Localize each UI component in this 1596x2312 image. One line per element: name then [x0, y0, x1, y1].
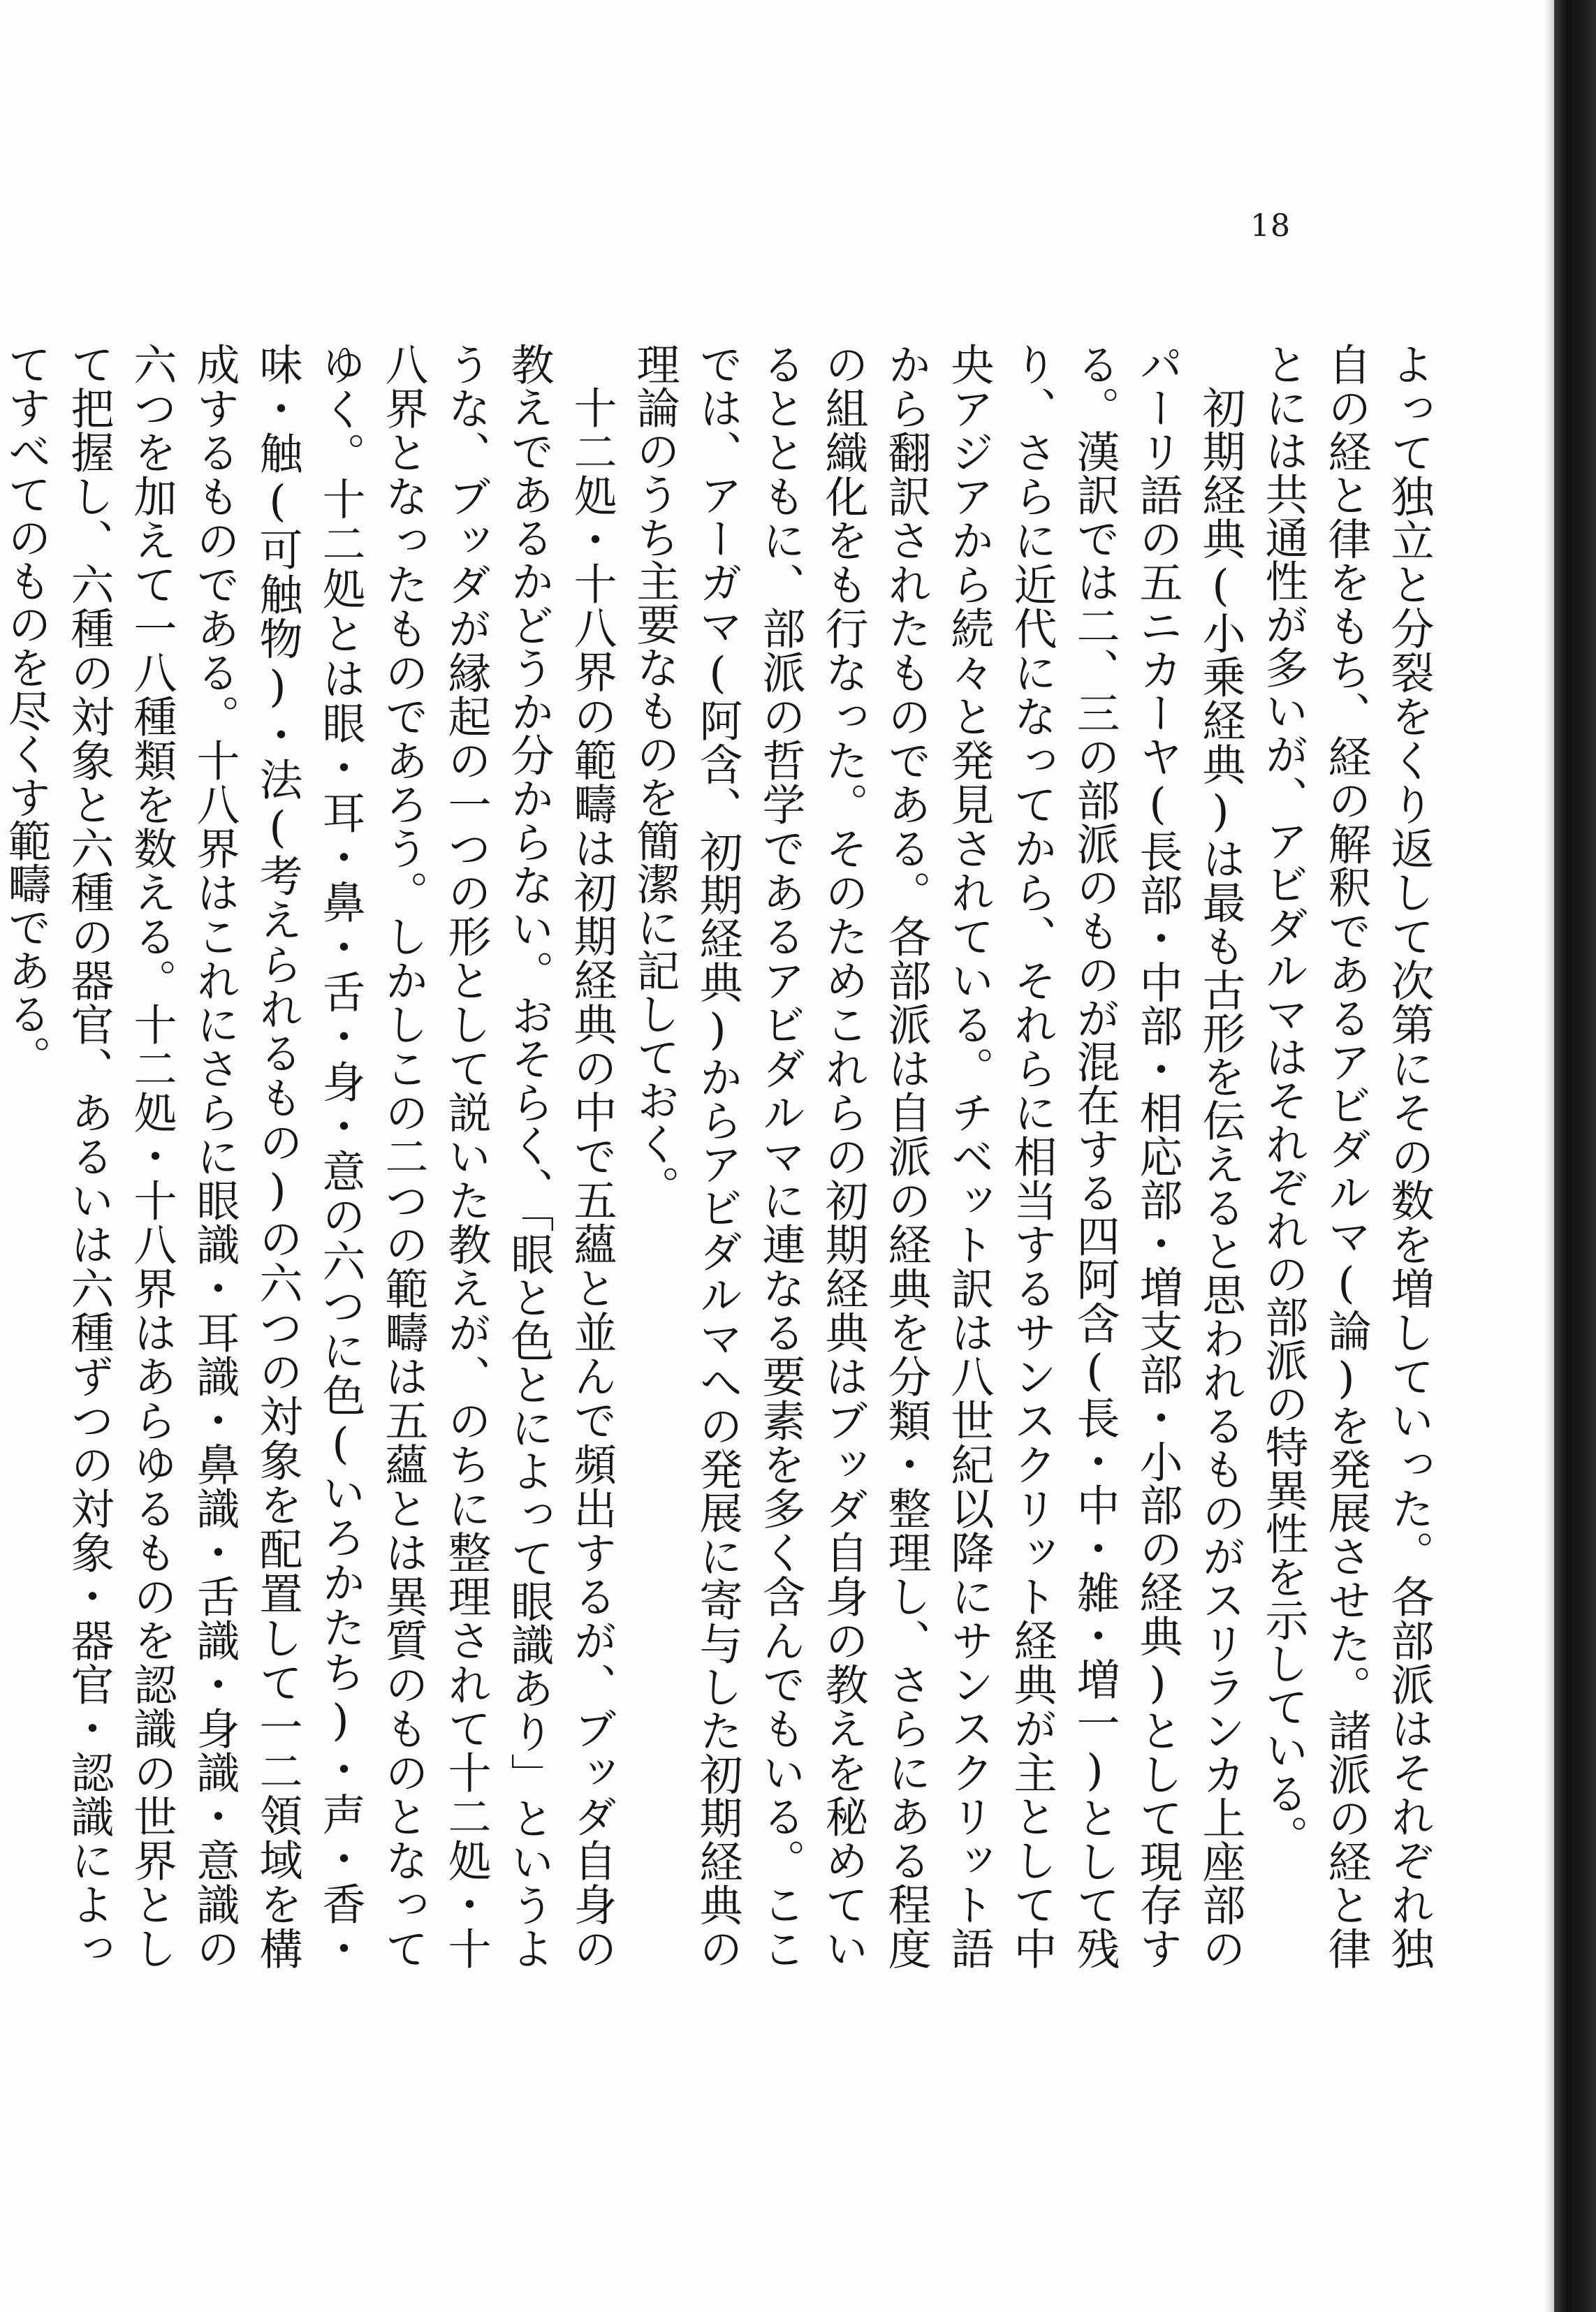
binding-shadow	[1544, 0, 1554, 2312]
binding-edge	[1554, 0, 1596, 2312]
paragraph-1: よって独立と分裂をくり返して次第にその数を増していった。各部派はそれぞれ独自の経と律をもち、経の解釈であるアビダルマ(論)を発展させた。諸派の経と律とには共通性が多いが、アビダルマはそれぞれの部派の特異性を示している。	[1258, 342, 1435, 1970]
body-text-block	[1, 342, 1440, 2019]
paragraph-2: 初期経典(小乗経典)は最も古形を伝えると思われるものがスリランカ上座部のパーリ語の五ニカーヤ(長部・中部・相応部・増支部・小部の経典)として現存する。漢訳では二、三の部派のものが混在する四阿含(長・中・雑・増一)として残り、さらに近代になってから、それらに相当するサンスクリット経典が主として中央アジアから続々と発見されている。チベット訳は八世紀以降にサンスクリット語から翻訳されたものである。各部派は自派の経典を分類・整理し、さらにある程度の組織化をも行なった。そのためこれらの初期経典はブッダ自身の教えを秘めているとともに、部派の哲学であるアビダルマに連なる要素を多く含んでもいる。ここでは、アーガマ(阿含、初期経典)からアビダルマへの発展に寄与した初期経典の理論のうち主要なものを簡潔に記しておく。	[629, 342, 1246, 1970]
page-number: 18	[1250, 208, 1291, 244]
vertical-body-text	[1, 342, 1440, 1970]
paragraph-3: 十二処・十八界の範疇は初期経典の中で五蘊と並んで頻出するが、ブッダ自身の教えであるかどうか分からない。おそらく、「眼と色とによって眼識あり」というような、ブッダが縁起の一つの形として説いた教えが、のちに整理されて十二処・十八界となったものであろう。しかしこの二つの範疇は五蘊とは異質のものとなってゆく。十二処とは眼・耳・鼻・舌・身・意の六つに色(いろかたち)・声・香・味・触(可触物)・法(考えられるもの)の六つの対象を配置して一二領域を構成するものである。十八界はこれにさらに眼識・耳識・鼻識・舌識・身識・意識の六つを加えて一八種類を数える。十二処・十八界はあらゆるものを認識の世界として把握し、六種の対象と六種の器官、あるいは六種ずつの対象・器官・認識によってすべてのものを尽くす範疇である。	[1, 342, 617, 1970]
